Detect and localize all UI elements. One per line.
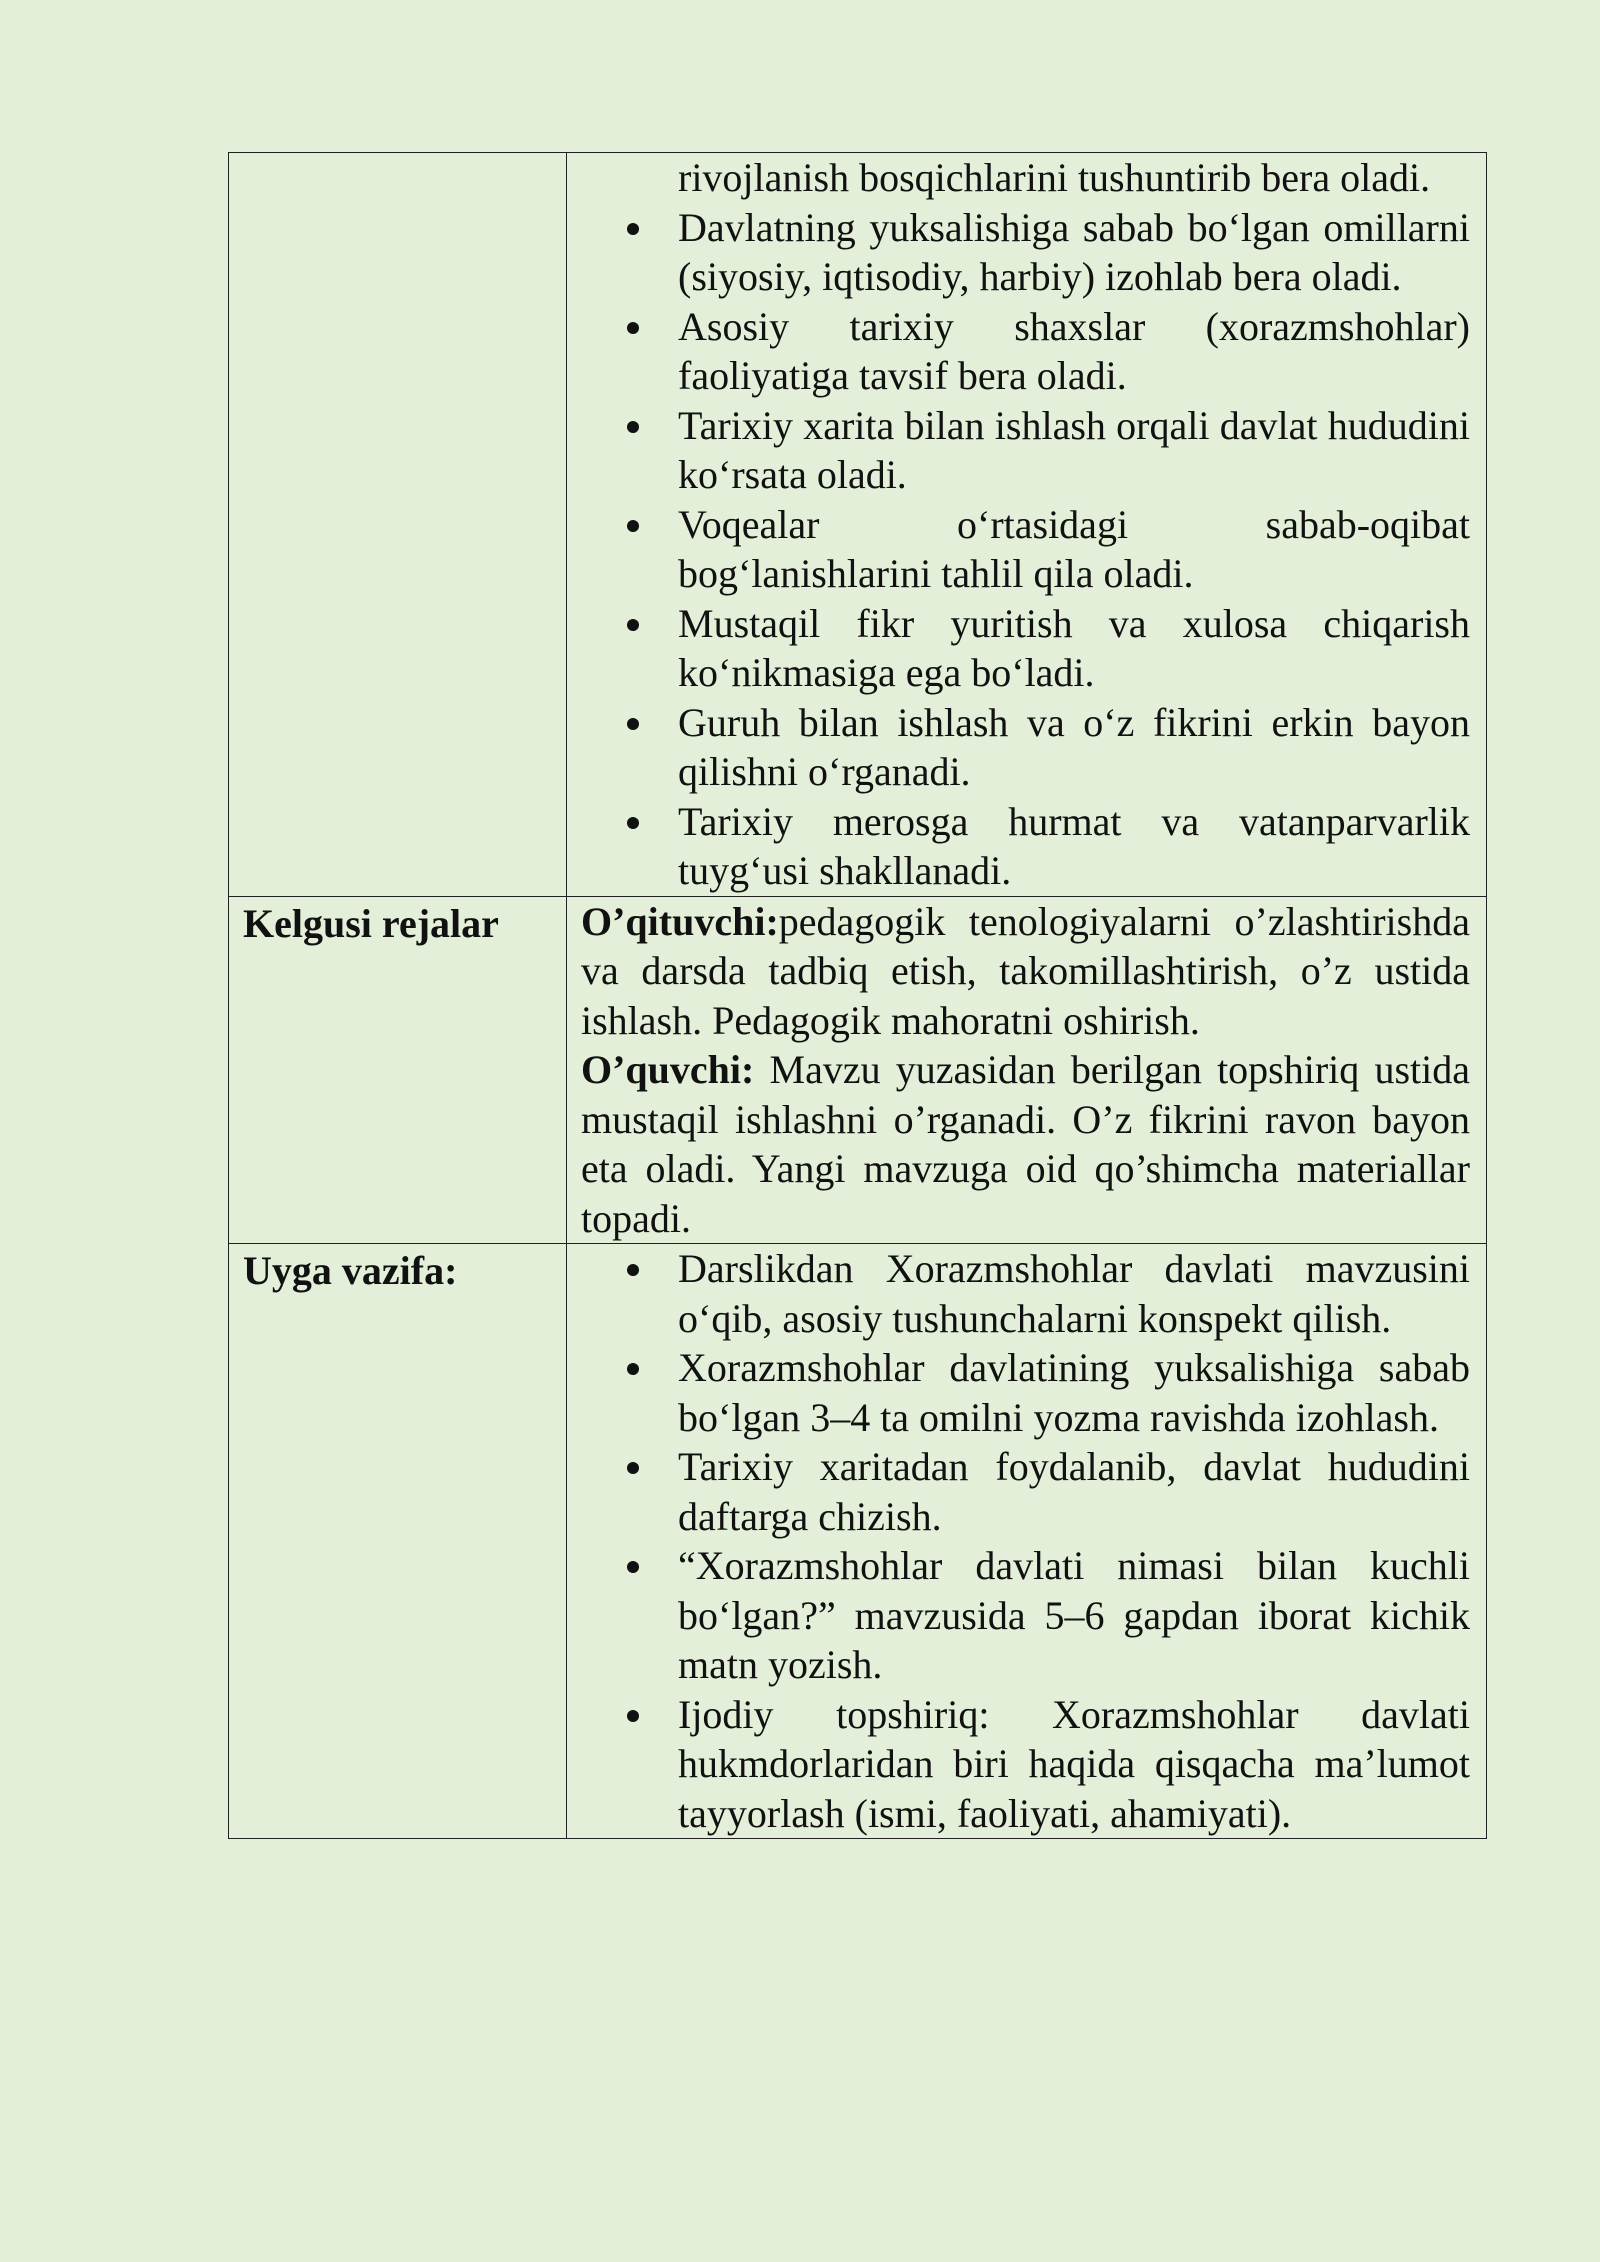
table-row-homework — [229, 1244, 1487, 1839]
table-row-outcomes — [229, 153, 1487, 897]
list-item: Asosiy tarixiy shaxslar (xorazmshohlar) faoliyatiga tavsif bera oladi. — [678, 302, 1470, 401]
teacher-text: pedagogik tenologiyalarni o’zlashtirishda va darsda tadbiq etish, takomillashtirish, o’z ustida ishlash. Pedagogik mahoratni oshirish. — [581, 898, 1470, 1043]
bullet-icon — [627, 322, 639, 334]
table-row-future-plans — [229, 896, 1487, 1244]
list-item: Ijodiy topshiriq: Xorazmshohlar davlati hukmdorlaridan biri haqida qisqacha ma’lumot tayyorlash (ismi, faoliyati, ahamiyati). — [678, 1690, 1470, 1839]
list-item: “Xorazmshohlar davlati nimasi bilan kuchli bo‘lgan?” mavzusida 5–6 gapdan iborat kichik matn yozish. — [678, 1541, 1470, 1690]
list-item: Guruh bilan ishlash va o‘z fikrini erkin bayon qilishni o‘rganadi. — [678, 698, 1470, 797]
list-item: Voqealar o‘rtasidagi sabab-oqibat bog‘lanishlarini tahlil qila oladi. — [678, 500, 1470, 599]
outcomes-list — [581, 203, 1470, 896]
list-item: Tarixiy merosga hurmat va vatanparvarlik tuyg‘usi shakllanadi. — [678, 797, 1470, 896]
list-item: Tarixiy xarita bilan ishlash orqali davlat hududini ko‘rsata oladi. — [678, 401, 1470, 500]
list-item: Darslikdan Xorazmshohlar davlati mavzusini o‘qib, asosiy tushunchalarni konspekt qilish. — [678, 1244, 1470, 1343]
bullet-icon — [627, 421, 639, 433]
future-plans-cell — [567, 896, 1487, 1244]
row-label-empty — [229, 153, 567, 897]
homework-list — [581, 1244, 1470, 1838]
outcomes-cell — [567, 153, 1487, 897]
teacher-paragraph — [581, 897, 1470, 1046]
bullet-icon — [627, 1462, 639, 1474]
list-item: Davlatning yuksalishiga sabab bo‘lgan omillarni (siyosiy, iqtisodiy, harbiy) izohlab bera oladi. — [678, 203, 1470, 302]
bullet-icon — [627, 817, 639, 829]
student-paragraph — [581, 1045, 1470, 1243]
row-label-homework: Uyga vazifa: — [229, 1244, 567, 1839]
teacher-label: O’qituvchi: — [581, 898, 779, 944]
outcomes-continuation-text: rivojlanish bosqichlarini tushuntirib bera oladi. — [678, 155, 1431, 200]
bullet-icon — [627, 619, 639, 631]
lesson-plan-table — [228, 152, 1487, 1839]
list-item: Xorazmshohlar davlatining yuksalishiga sabab bo‘lgan 3–4 ta omilni yozma ravishda izohlash. — [678, 1343, 1470, 1442]
bullet-icon — [627, 1710, 639, 1722]
bullet-icon — [627, 1363, 639, 1375]
bullet-icon — [627, 520, 639, 532]
bullet-icon — [627, 1264, 639, 1276]
list-item: Mustaqil fikr yuritish va xulosa chiqarish ko‘nikmasiga ega bo‘ladi. — [678, 599, 1470, 698]
bullet-icon — [627, 223, 639, 235]
student-text: Mavzu yuzasidan berilgan topshiriq ustida mustaqil ishlashni o’rganadi. O’z fikrini ravon bayon eta oladi. Yangi mavzuga oid qo’shimcha materiallar topadi. — [581, 1047, 1470, 1241]
bullet-icon — [627, 718, 639, 730]
student-label: O’quvchi: — [581, 1047, 755, 1092]
bullet-icon — [627, 1561, 639, 1573]
row-label-future-plans: Kelgusi rejalar — [229, 896, 567, 1244]
list-item: Tarixiy xaritadan foydalanib, davlat hududini daftarga chizish. — [678, 1442, 1470, 1541]
homework-cell — [567, 1244, 1487, 1839]
